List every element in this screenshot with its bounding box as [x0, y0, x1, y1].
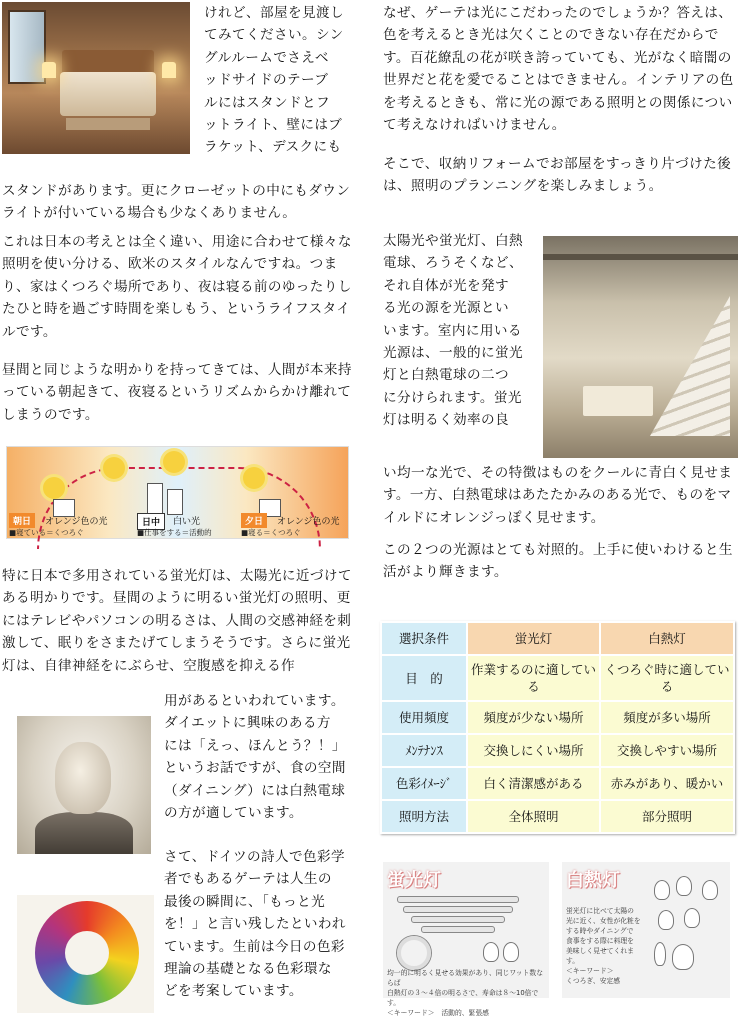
table-header-cell: 選択条件 [381, 622, 467, 655]
bulb-icon [654, 880, 670, 900]
table-cell: 全体照明 [467, 800, 600, 833]
text-line: ダイエットに興味のある方 [164, 715, 331, 732]
bulb-icon [483, 942, 499, 962]
bulb-icon [503, 942, 519, 962]
text-line: というお話ですが、食の空間 [164, 760, 346, 777]
table-cell: 白く清潔感がある [467, 767, 600, 800]
table-cell: 頻度が多い場所 [600, 701, 734, 734]
desc-line: 食事をする際に料理を [566, 937, 634, 945]
text-line: 電球、ろうそくなど、 [383, 255, 523, 272]
sun-icon [163, 451, 185, 473]
building-icon [167, 489, 183, 515]
incandescent-card [562, 862, 730, 998]
text-line: 者でもあるゲーテは人生の [164, 871, 332, 888]
rhythm-paragraph: 昼間と同じような明かりを持ってきては、人間が本来持っている朝起きて、夜寝るというリズムからかけ離れてしまうのです。 [2, 362, 352, 423]
table-header-cell: 白熱灯 [600, 622, 734, 655]
text-line: それ自体が光を発す [383, 277, 509, 294]
text-line: には「えっ、ほんとう？！」 [164, 737, 346, 754]
desc-line: ＜キーワード＞ [566, 967, 614, 975]
sun-diagram [6, 446, 349, 539]
table-cell: ﾒﾝﾃﾅﾝｽ [381, 734, 467, 767]
intro-wrap [204, 2, 354, 159]
sun-icon [43, 477, 65, 499]
interior-photo [543, 236, 738, 458]
evening-desc: オレンジ色の光 [277, 517, 340, 527]
reform-paragraph: そこで、収納リフォームでお部屋をすっきり片づけた後は、照明のプランニングを楽しみましょう。 [383, 156, 732, 195]
table-row [381, 655, 734, 701]
text-line: の方が適しています。 [164, 805, 303, 822]
table-header-cell: 蛍光灯 [467, 622, 600, 655]
fluorescent-card [383, 862, 549, 1017]
text-line: どを考案しています。 [164, 983, 303, 1000]
table-cell: 色彩ｲﾒｰｼﾞ [381, 767, 467, 800]
tube-icon [397, 896, 519, 903]
card-desc [566, 906, 646, 986]
bedroom-photo [2, 2, 190, 154]
culture-paragraph: これは日本の考えとは全く違い、用途に合わせて様々な照明を使い分ける、欧米のスタイルなんですね。つまり、家はくつろぐ場所であり、夜は寝る前のゆったりしたひと時を過ごす時間を楽しもう、というライフスタイルです。 [2, 234, 352, 340]
table-cell: 赤みがあり、暖かい [600, 767, 734, 800]
table-cell: くつろぐ時に適している [600, 655, 734, 701]
text-line: 理論の基礎となる色彩環な [164, 961, 332, 978]
text-line: けれど、部屋を見渡し [204, 5, 344, 21]
intro-paragraph: スタンドがあります。更にクローゼットの中にもダウンライトが付いている場合も少なくありません。 [2, 183, 351, 222]
text-line: ルにはスタンドとフ [204, 94, 330, 111]
text-line: る光の源を光源とい [383, 300, 509, 317]
noon-note: ■仕事をする＝活動的 [137, 528, 212, 537]
text-line: 太陽光や蛍光灯、白熱 [383, 233, 523, 249]
text-line: ットライト、壁にはブ [204, 117, 343, 134]
noon-tag: 日中 [137, 513, 165, 530]
text-line: に分けられます。蛍光 [383, 389, 522, 406]
noon-desc: 白い光 [173, 517, 201, 527]
goethe-question-paragraph: なぜ、ゲーテは光にこだわったのでしょうか？答えは、色を考えるとき光は欠くことのできない存在だからです。百花繚乱の花が咲き誇っていても、光がなく暗闇の世界だと花を愛でることはできません。インテリアの色を考えるときも、常に光の源である照明との関係について考えなければいけません。 [383, 5, 734, 134]
bulb-icon [684, 908, 700, 928]
sources-paragraph: い均一な光で、その特徴はものをクールに青白く見せます。一方、白熱電球はあたたかみのある光で、ものをマイルドにオレンジっぽく見せます。 [383, 465, 733, 526]
sources-wrap [383, 230, 533, 432]
desc-line: 蛍光灯に比べて太陽の [566, 907, 634, 915]
morning-desc: オレンジ色の光 [45, 517, 108, 527]
color-wheel-image [17, 895, 154, 1013]
tube-icon [411, 916, 505, 923]
diet-wrap [164, 690, 354, 824]
morning-note: ■寝ている＝くつろぐ [9, 528, 84, 537]
sun-icon [103, 457, 125, 479]
ring-lamp-icon [397, 936, 431, 970]
bulb-icon [672, 944, 694, 970]
desc-line: ＜キーワード＞ 活動的、緊張感 [387, 1009, 489, 1017]
card-title: 蛍光灯 [387, 870, 441, 891]
table-cell: 交換しにくい場所 [467, 734, 600, 767]
goethe-portrait [17, 716, 151, 854]
text-line: さて、ドイツの詩人で色彩学 [164, 849, 345, 865]
desc-line: 美味しく見せてくれます。 [566, 947, 634, 965]
text-line: グルルームでさえベ [204, 49, 329, 66]
evening-note: ■寝る＝くつろぐ [241, 528, 301, 537]
color-wheel [35, 901, 139, 1005]
text-line: （ダイニング）には白熱電球 [164, 782, 346, 799]
text-line: ッドサイドのテーブ [204, 72, 329, 89]
goethe-wrap [164, 846, 354, 1003]
bulb-icon [676, 876, 692, 896]
table-row [381, 767, 734, 800]
table-row [381, 701, 734, 734]
sun-icon [243, 467, 265, 489]
bulb-icon [654, 942, 666, 966]
text-line: 灯は明るく効率の良 [383, 412, 509, 429]
text-line: 最後の瞬間に、「もっと光 [164, 893, 326, 910]
text-line: ています。生前は今日の色彩 [164, 938, 345, 955]
text-line: ラケット、デスクにも [204, 139, 342, 156]
text-line: 光源は、一般的に蛍光 [383, 345, 523, 362]
desc-line: 光に近く、女性が化粧を [566, 917, 641, 925]
fluorescent-paragraph: 特に日本で多用されている蛍光灯は、太陽光に近づけてある明かりです。昼間のように明るい蛍光灯の照明、更にはテレビやパソコンの明るさは、人間の交感神経を刺激して、眠りをさまたげてしまうそうです。さらに蛍光灯は、自律神経をにぶらせ、空腹感を抑える作 [2, 568, 352, 674]
table-cell: 目 的 [381, 655, 467, 701]
tube-icon [421, 926, 495, 933]
table-header-row [381, 622, 734, 655]
text-line: います。室内に用いる [383, 322, 522, 339]
desc-line: する時やダイニングで [566, 927, 634, 935]
comparison-table [380, 621, 735, 834]
card-desc [387, 968, 547, 1018]
table-row [381, 734, 734, 767]
table-cell: 部分照明 [600, 800, 734, 833]
card-title: 白熱灯 [566, 870, 620, 891]
evening-tag: 夕日 [241, 513, 267, 528]
text-line: を！」と言い残したといわれ [164, 916, 346, 933]
table-cell: 使用頻度 [381, 701, 467, 734]
contrast-paragraph: この２つの光源はとても対照的。上手に使いわけると生活がより輝きます。 [383, 542, 733, 581]
table-row [381, 800, 734, 833]
tube-icon [403, 906, 513, 913]
table-cell: 交換しやすい場所 [600, 734, 734, 767]
morning-tag: 朝日 [9, 513, 35, 528]
desc-line: くつろぎ、安定感 [566, 977, 621, 985]
desc-line: 均一的に明るく見せる効果があり、同じワット数ならば [387, 969, 543, 987]
text-line: 灯と白熱電球の二つ [383, 367, 509, 384]
desc-line: 白熱灯の３～４倍の明るさで、寿命は８～10倍です。 [387, 989, 539, 1007]
text-line: 用があるといわれています。 [164, 693, 345, 709]
table-cell: 頻度が少ない場所 [467, 701, 600, 734]
text-line: てみてください。シン [204, 27, 344, 44]
table-cell: 作業するのに適している [467, 655, 600, 701]
bulb-icon [702, 880, 718, 900]
bulb-icon [658, 910, 674, 930]
table-cell: 照明方法 [381, 800, 467, 833]
building-icon [147, 483, 163, 515]
